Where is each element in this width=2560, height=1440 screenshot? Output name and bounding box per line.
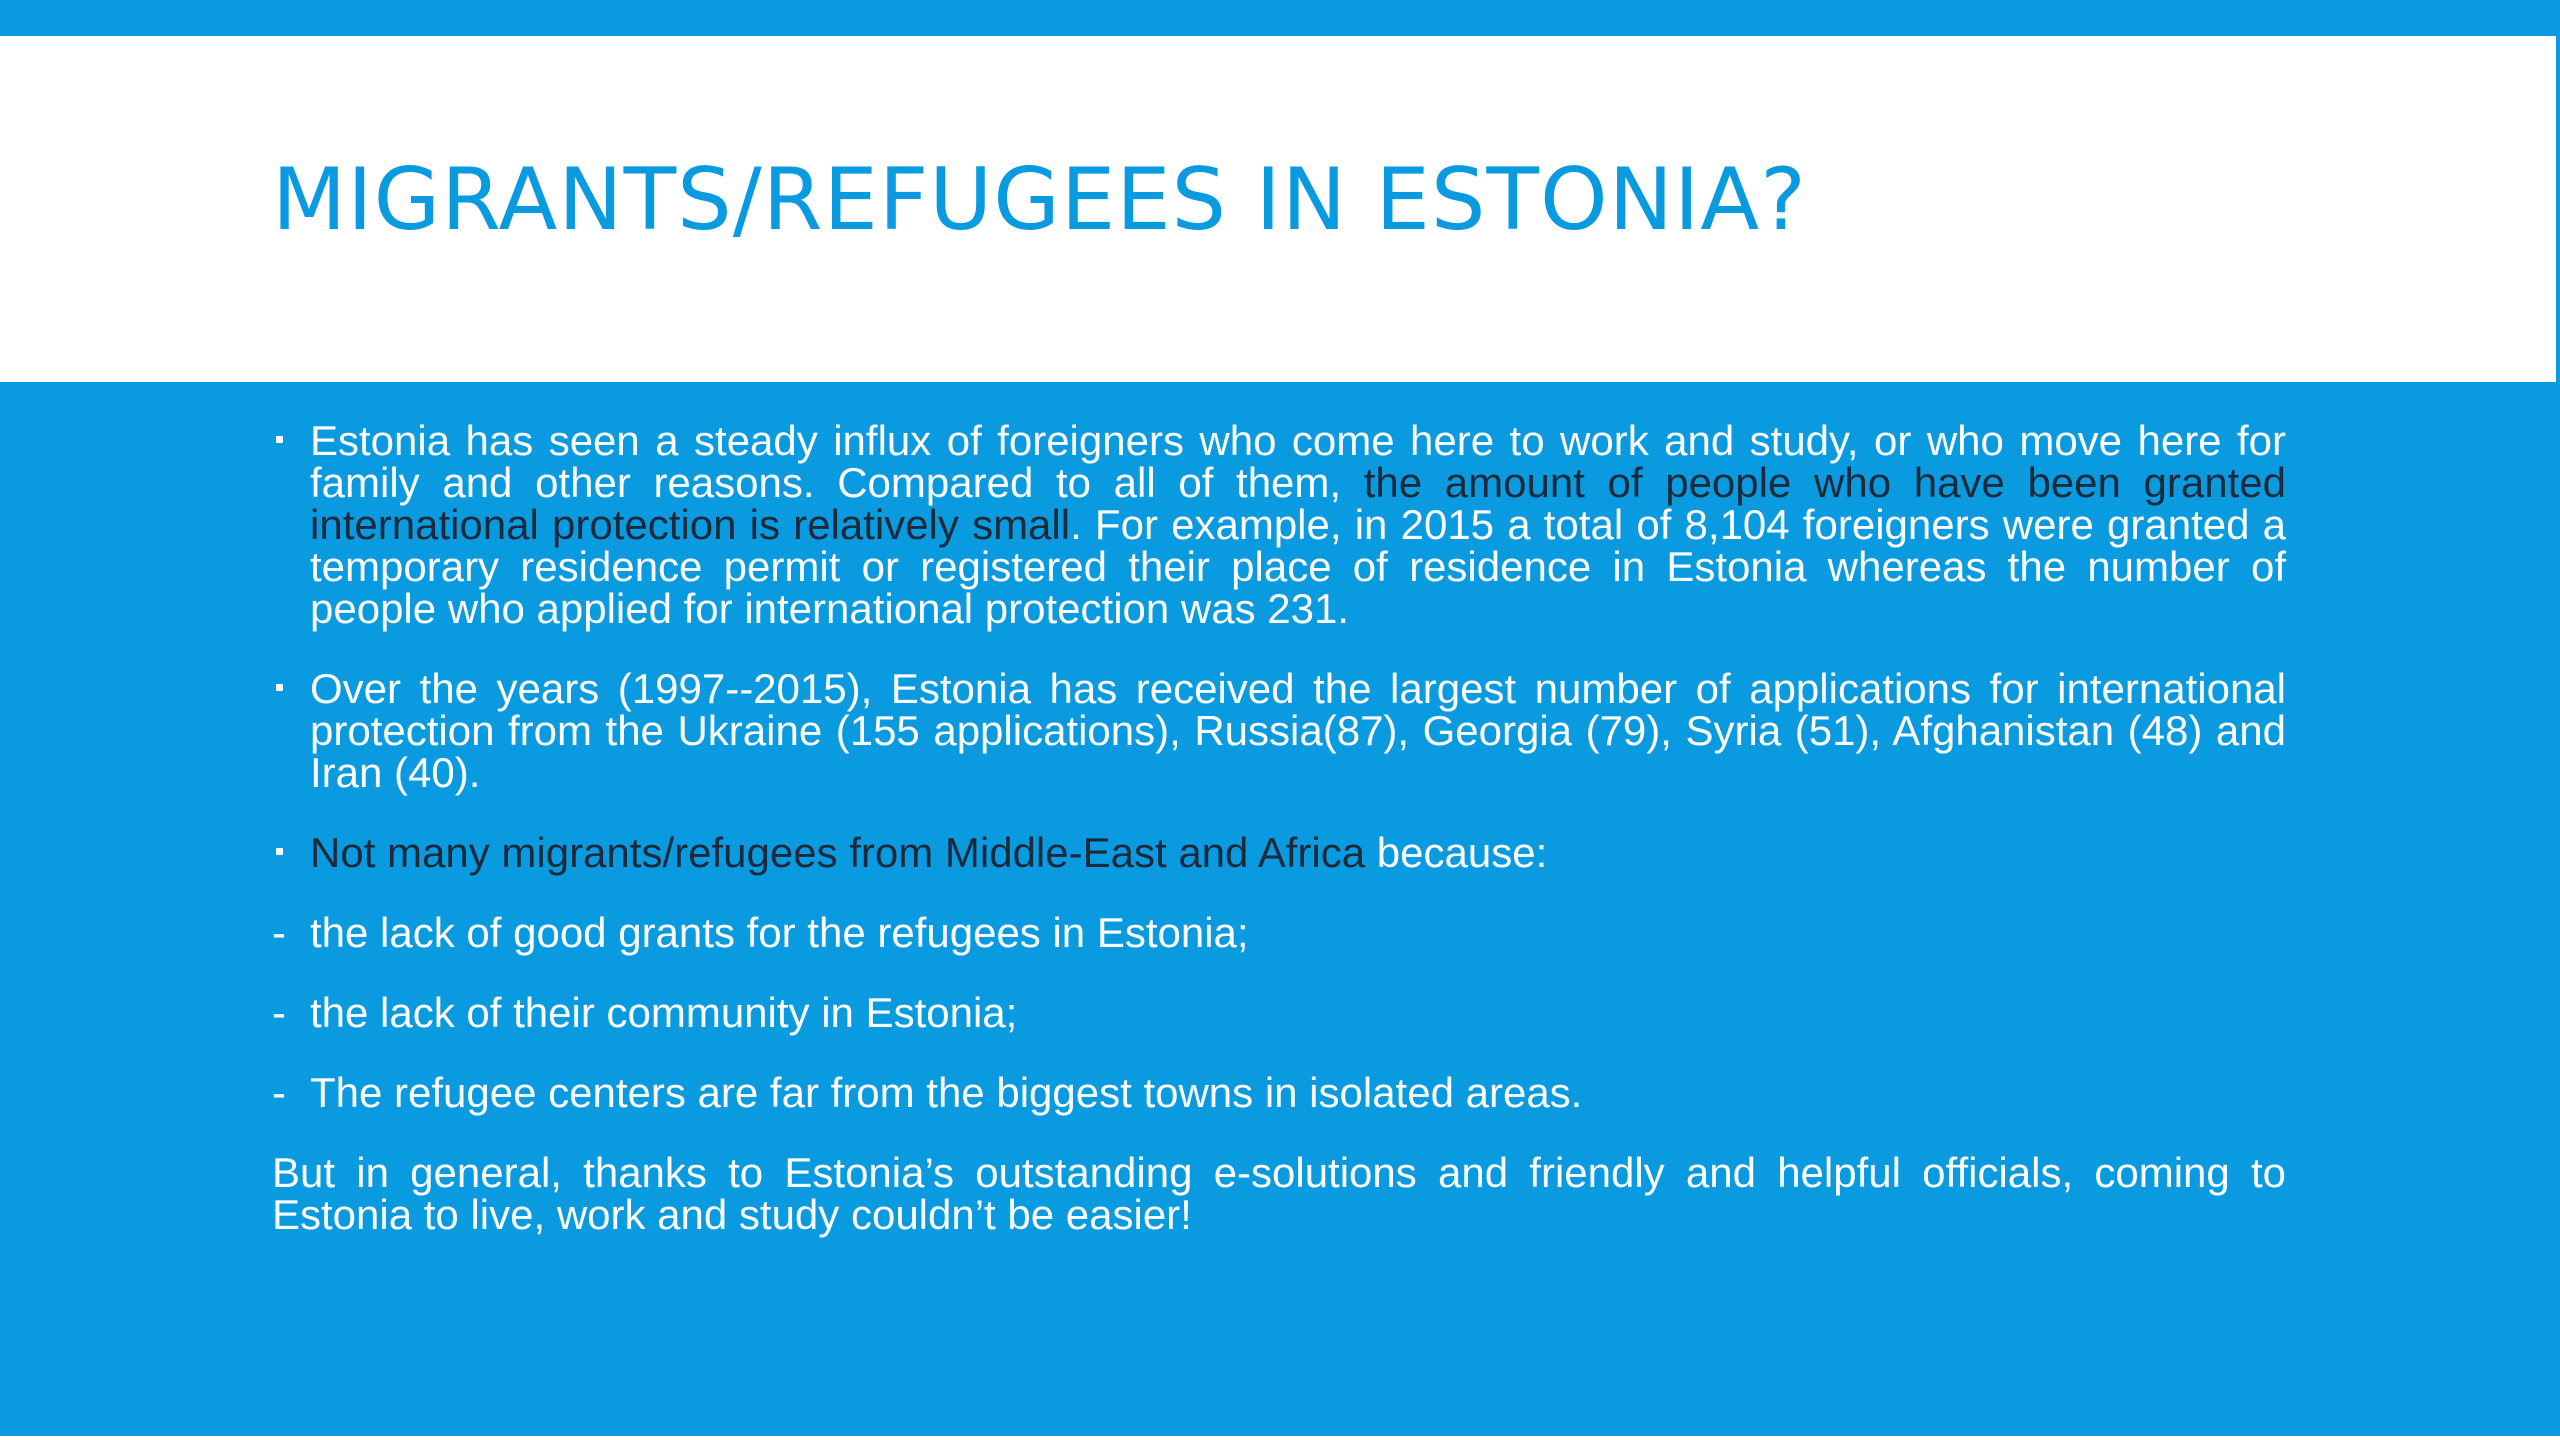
dash-item — [272, 1069, 2286, 1116]
bullet-highlight-text: the amount of people who have been granted international protection is relatively small — [310, 459, 2286, 548]
bullet-item — [272, 665, 2286, 796]
dash-marker: - — [272, 909, 286, 956]
bullet-dot-icon — [276, 436, 283, 443]
dash-item — [272, 909, 2286, 956]
slide-title: MIGRANTS/REFUGEES IN ESTONIA? — [272, 150, 1807, 250]
bullet-dot-icon — [276, 848, 283, 855]
dash-item-text: the lack of good grants for the refugees in Estonia; — [310, 909, 1249, 956]
bullet-dot-icon — [276, 684, 283, 691]
slide-body — [272, 417, 2286, 1238]
bullet-highlight-text: Not many migrants/refugees from Middle-East and Africa — [310, 829, 1366, 876]
bullet-text: Estonia has seen a steady influx of foreigners who come here to work and study, or who move here for family and other reasons. Compared to all of them, — [310, 417, 2286, 506]
dash-marker: - — [272, 1069, 286, 1116]
bullet-item — [272, 829, 2286, 876]
right-edge-accent — [2556, 36, 2560, 382]
dash-item-text: The refugee centers are far from the biggest towns in isolated areas. — [310, 1069, 1583, 1116]
dash-marker: - — [272, 989, 286, 1036]
bottom-edge-line — [0, 1436, 2560, 1440]
bullet-text: Over the years (1997--2015), Estonia has received the largest number of applications for international protection from the Ukraine (155 applications), Russia(87), Georgia (79), Syria (51), Afghanistan (48) and Iran (40). — [310, 665, 2286, 796]
dash-item — [272, 989, 2286, 1036]
closing-paragraph: But in general, thanks to Estonia’s outstanding e-solutions and friendly and helpful officials, coming to Estonia to live, work and study couldn’t be easier! — [272, 1149, 2286, 1238]
bullet-item — [272, 417, 2286, 632]
top-accent-strip — [0, 0, 2560, 36]
dash-item-text: the lack of their community in Estonia; — [310, 989, 1018, 1036]
bullet-text: . For example, in 2015 a total of 8,104 foreigners were granted a temporary residence permit or registered their place of residence in Estonia whereas the number of people who applied for international protection was 231. — [310, 501, 2286, 632]
bullet-text: because: — [1365, 829, 1548, 876]
